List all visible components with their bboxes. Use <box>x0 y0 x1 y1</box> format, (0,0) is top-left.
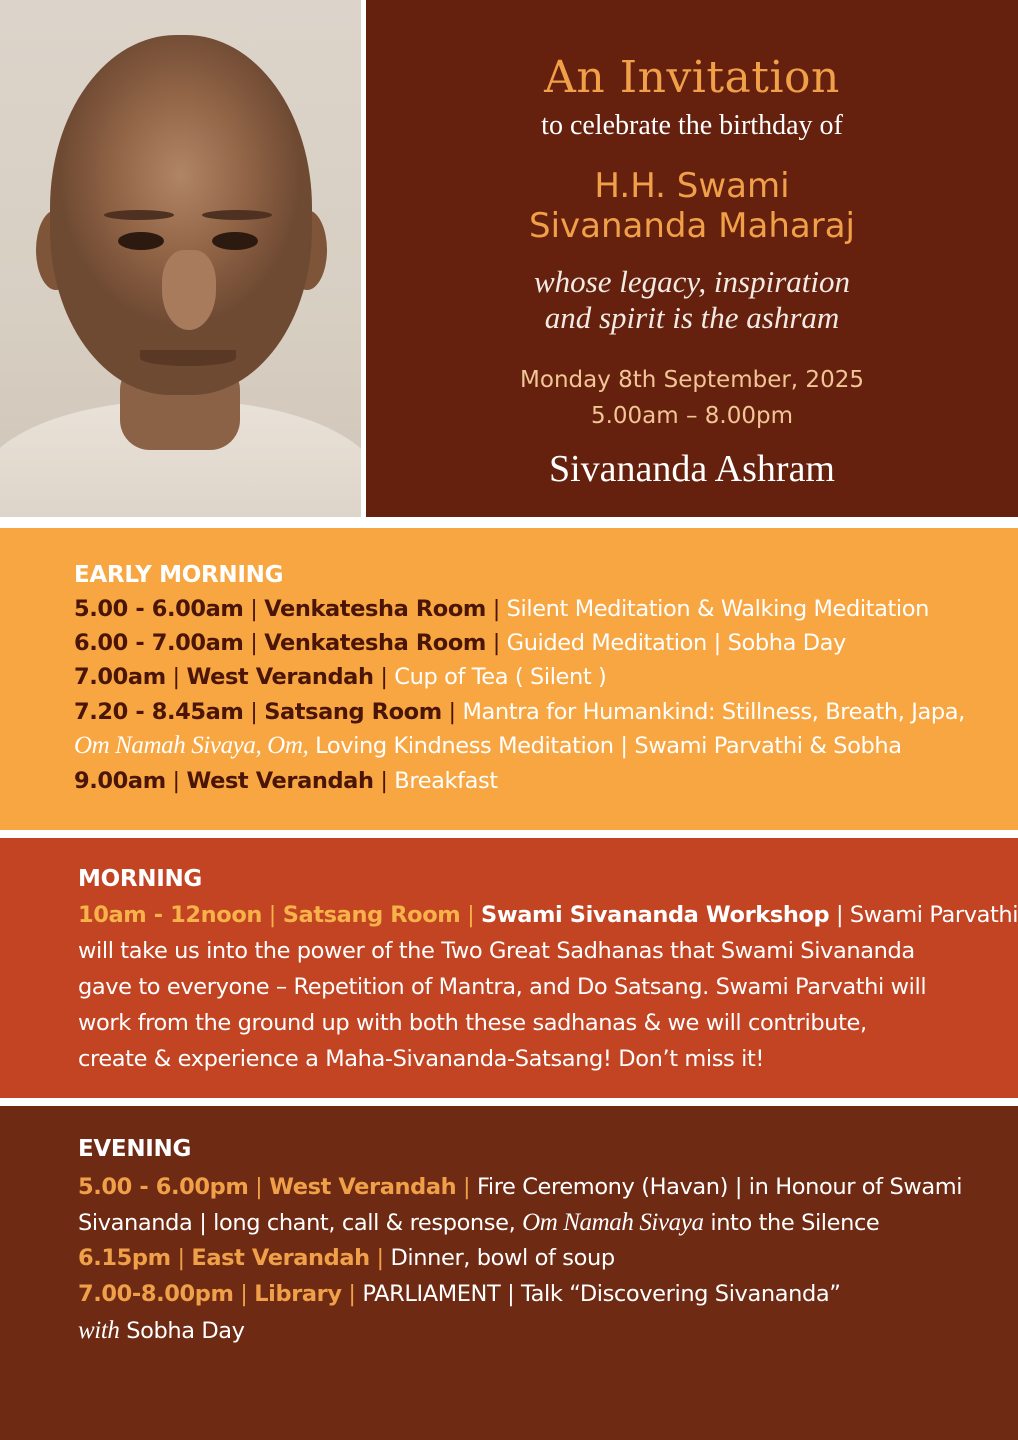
event-time: 5.00am – 8.00pm <box>590 403 794 429</box>
schedule-item-continued: with Sobha Day <box>78 1317 245 1344</box>
schedule-item: 6.00 - 7.00am | Venkatesha Room | Guided Meditation | Sobha Day <box>74 630 846 656</box>
workshop-description-line: gave to everyone – Repetition of Mantra, and Do Satsang. Swami Parvathi will <box>78 974 927 1000</box>
title-panel <box>366 0 1018 517</box>
schedule-item: 7.20 - 8.45am | Satsang Room | Mantra for Humankind: Stillness, Breath, Japa, <box>74 699 965 725</box>
legacy-line2: and spirit is the ashram <box>544 300 840 335</box>
morning-section <box>0 838 1018 1098</box>
schedule-item: 5.00 - 6.00am | Venkatesha Room | Silent Meditation & Walking Meditation <box>74 596 929 622</box>
workshop-description-line: create & experience a Maha-Sivananda-Satsang! Don’t miss it! <box>78 1046 765 1072</box>
schedule-item: 5.00 - 6.00pm | West Verandah | Fire Ceremony (Havan) | in Honour of Swami <box>78 1174 963 1200</box>
schedule-item: 9.00am | West Verandah | Breakfast <box>74 768 498 794</box>
honoree-name-line2: Sivananda Maharaj <box>529 206 855 246</box>
honoree-name-line1: H.H. Swami <box>594 166 790 206</box>
workshop-description-line: will take us into the power of the Two Great Sadhanas that Swami Sivananda <box>78 938 915 964</box>
event-date: Monday 8th September, 2025 <box>520 367 864 393</box>
honoree-name <box>366 166 1018 246</box>
event-datetime <box>366 362 1018 434</box>
event-venue: Sivananda Ashram <box>548 448 835 490</box>
portrait-head <box>50 35 312 395</box>
schedule-item: 7.00am | West Verandah | Cup of Tea ( Silent ) <box>74 664 607 690</box>
schedule-item: 6.15pm | East Verandah | Dinner, bowl of soup <box>78 1245 615 1271</box>
portrait-photo <box>0 0 361 517</box>
early-morning-section <box>0 528 1018 830</box>
early-morning-heading: EARLY MORNING <box>74 562 284 588</box>
schedule-item-continued: Om Namah Sivaya, Om, Loving Kindness Meditation | Swami Parvathi & Sobha <box>74 732 902 759</box>
evening-heading: EVENING <box>78 1136 192 1162</box>
legacy-text <box>366 264 1018 336</box>
morning-heading: MORNING <box>78 866 202 892</box>
workshop-description-line: work from the ground up with both these sadhanas & we will contribute, <box>78 1010 867 1036</box>
legacy-line1: whose legacy, inspiration <box>533 264 850 299</box>
workshop-item: 10am - 12noon | Satsang Room | Swami Sivananda Workshop | Swami Parvathi <box>78 902 1018 928</box>
evening-section <box>0 1106 1018 1440</box>
schedule-item: 7.00-8.00pm | Library | PARLIAMENT | Talk “Discovering Sivananda” <box>78 1281 841 1307</box>
invitation-title: An Invitation <box>544 52 840 103</box>
top-section <box>0 0 1018 520</box>
schedule-item-continued: Sivananda | long chant, call & response, Om Namah Sivaya into the Silence <box>78 1209 880 1236</box>
invitation-subtitle: to celebrate the birthday of <box>541 110 843 141</box>
